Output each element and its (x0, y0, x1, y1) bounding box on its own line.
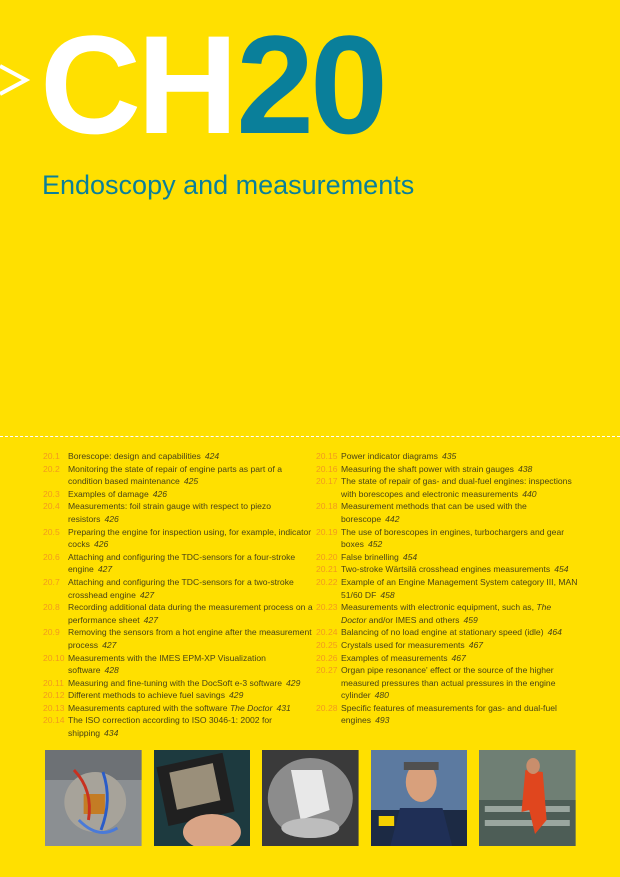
toc-page-number: 428 (104, 665, 119, 676)
toc-number: 20.10 (43, 652, 65, 663)
toc-title: Preparing the engine for inspection using, for example, indicator cocks (68, 526, 312, 550)
toc-page-number: 434 (104, 728, 119, 739)
toc-entry (43, 601, 313, 626)
toc-page-number: 425 (183, 476, 199, 487)
toc-number: 20.7 (43, 576, 60, 587)
divider (0, 436, 620, 437)
toc-title: Recording additional data during the measurement process on a performance sheet (68, 602, 313, 625)
toc-number: 20.3 (43, 488, 60, 499)
toc-page-number: 493 (375, 715, 390, 726)
toc-body (341, 639, 578, 652)
toc-page-number: 452 (367, 539, 383, 550)
toc-body (68, 652, 313, 677)
toc-body (341, 450, 578, 463)
toc-number: 20.6 (43, 551, 60, 562)
toc-body (341, 601, 578, 626)
toc-title-continued: and/or IMES and others (368, 614, 460, 625)
toc-page-number: 438 (517, 463, 533, 474)
toc-number: 20.11 (43, 677, 64, 688)
toc-body (341, 500, 578, 525)
toc-entry (43, 714, 313, 739)
toc-body (341, 626, 578, 639)
toc-entry (43, 463, 313, 488)
toc-entry (43, 626, 313, 651)
toc-body (68, 626, 313, 651)
toc-entry (43, 689, 313, 702)
toc-body (341, 576, 578, 601)
photo-engine-room-worker (479, 750, 576, 846)
toc-title: Power indicator diagrams (341, 451, 438, 461)
toc-title: False brinelling (341, 551, 399, 562)
toc-body (341, 702, 578, 727)
toc-entry (316, 463, 578, 476)
toc-page-number: 426 (104, 513, 119, 524)
toc-number: 20.16 (316, 463, 338, 474)
toc-entry (43, 488, 313, 501)
toc-number: 20.17 (316, 476, 338, 487)
chapter-number: 20 (236, 6, 384, 163)
toc-body (68, 463, 313, 488)
photo-engineer-measuring (371, 750, 468, 846)
chapter-letters: CH (40, 6, 235, 163)
toc-title: Different methods to achieve fuel savings (68, 690, 226, 701)
toc-body (68, 702, 313, 715)
photo-turbocharger-inside (262, 750, 359, 846)
toc-entry (316, 563, 578, 576)
toc-body (68, 601, 313, 626)
toc-page-number: 440 (522, 488, 537, 499)
toc-title: Measurements with electronic equipment, such as, (341, 602, 534, 613)
toc-body (68, 551, 313, 576)
chapter-heading (40, 6, 384, 163)
toc-body (68, 714, 313, 739)
toc-title-italic: The Doctor (341, 602, 552, 625)
toc-number: 20.12 (43, 690, 65, 701)
toc-title: Borescope: design and capabilities (68, 451, 201, 461)
toc-page-number: 424 (204, 451, 220, 461)
toc-page-number: 431 (276, 702, 291, 713)
toc-number: 20.28 (316, 702, 338, 713)
toc-body (341, 526, 578, 551)
toc-entry (43, 702, 313, 715)
toc-entry (316, 664, 578, 702)
toc-page-number: 442 (385, 513, 400, 524)
toc-number: 20.23 (316, 602, 338, 613)
toc-title: Examples of measurements (341, 652, 448, 663)
toc-entry (316, 652, 578, 665)
toc-title: The state of repair of gas- and dual-fuel engines: inspections with borescopes and electronic measurements (341, 476, 572, 499)
toc-page-number: 467 (451, 652, 466, 663)
toc-entry (316, 702, 578, 727)
toc-number: 20.26 (316, 652, 338, 663)
toc-entry (316, 626, 578, 639)
toc-page-number: 427 (139, 589, 155, 600)
toc-body (341, 551, 578, 564)
toc-title: Monitoring the state of repair of engine parts as part of a condition based maintenance (68, 463, 283, 487)
toc-title: Two-stroke Wärtsilä crosshead engines measurements (341, 564, 551, 575)
toc-entry (43, 450, 313, 463)
toc-number: 20.13 (43, 702, 65, 713)
photo-handheld-device (154, 750, 251, 846)
toc-title-italic: The Doctor (229, 702, 273, 713)
toc-page-number: 426 (152, 488, 168, 499)
toc-page-number: 458 (380, 589, 395, 600)
toc-body (341, 475, 578, 500)
toc-body (68, 500, 313, 525)
toc-title: The ISO correction according to ISO 3046-1: 2002 for shipping (68, 715, 272, 739)
toc-title: Measuring the shaft power with strain gauges (341, 463, 514, 474)
toc-number: 20.27 (316, 665, 338, 676)
toc-entry (43, 652, 313, 677)
toc-title: Measurements captured with the software (68, 702, 228, 713)
toc-body (341, 563, 578, 576)
toc-entry (43, 677, 313, 690)
toc-title: Measuring and fine-tuning with the DocSoft e-3 software (68, 677, 283, 688)
toc-entry (316, 500, 578, 525)
toc-number: 20.18 (316, 501, 338, 512)
toc-title: Measurements: foil strain gauge with respect to piezo resistors (68, 501, 272, 524)
toc-title: Balancing of no load engine at stationary speed (idle) (341, 627, 544, 638)
toc-body (68, 689, 313, 702)
toc-title: Examples of damage (68, 488, 149, 499)
toc-entry (316, 601, 578, 626)
toc-title: Removing the sensors from a hot engine after the measurement process (68, 627, 312, 650)
toc-number: 20.4 (43, 501, 60, 512)
toc-title: Example of an Engine Management System category III, MAN 51/60 DF (341, 576, 578, 600)
toc-entry (43, 576, 313, 601)
toc-page-number: 426 (93, 539, 109, 550)
toc-body (341, 463, 578, 476)
chapter-title: Endoscopy and measurements (42, 170, 415, 200)
toc-right-column (316, 450, 578, 727)
chevron-right-icon (0, 62, 36, 98)
toc-entry (43, 551, 313, 576)
toc-page-number: 459 (463, 614, 478, 625)
toc-title: Crystals used for measurements (341, 639, 465, 650)
toc-entry (316, 450, 578, 463)
toc-left-column (43, 450, 313, 740)
toc-entry (316, 639, 578, 652)
toc-number: 20.1 (43, 451, 60, 461)
toc-body (341, 664, 578, 702)
toc-number: 20.8 (43, 602, 60, 613)
toc-entry (316, 475, 578, 500)
toc-number: 20.21 (316, 564, 338, 575)
toc-number: 20.20 (316, 551, 338, 562)
toc-title: Attaching and configuring the TDC-sensors for a four-stroke engine (68, 551, 296, 575)
toc-number: 20.19 (316, 526, 338, 537)
toc-number: 20.22 (316, 576, 338, 587)
toc-entry (43, 526, 313, 551)
toc-page-number: 435 (441, 451, 457, 461)
toc-page-number: 480 (374, 690, 389, 701)
toc-title: Organ pipe resonance' effect or the source of the higher measured pressures than actual pressures in the engine cylinder (341, 665, 556, 701)
toc-body (68, 677, 313, 690)
toc-body (68, 526, 313, 551)
toc-page-number: 454 (554, 564, 569, 575)
toc-entry (316, 526, 578, 551)
toc-title: Measurements with the IMES EPM-XP Visualization software (68, 652, 266, 676)
toc-title: Attaching and configuring the TDC-sensors for a two-stroke crosshead engine (68, 576, 294, 600)
toc-number: 20.14 (43, 715, 65, 726)
toc-page-number: 454 (402, 551, 418, 562)
toc-entry (316, 576, 578, 601)
toc-title: The use of borescopes in engines, turbochargers and gear boxes (341, 526, 565, 550)
toc-number: 20.15 (316, 451, 338, 461)
toc-page-number: 427 (97, 564, 113, 575)
toc-body (68, 576, 313, 601)
toc-page-number: 467 (468, 639, 484, 650)
toc-body (341, 652, 578, 665)
photo-strip (45, 750, 576, 846)
toc-number: 20.24 (316, 627, 338, 638)
toc-page-number: 429 (286, 677, 301, 688)
toc-entry (43, 500, 313, 525)
toc-title: Specific features of measurements for gas- and dual-fuel engines (341, 702, 557, 726)
toc-page-number: 429 (229, 690, 244, 701)
toc-page-number: 427 (102, 639, 117, 650)
toc-number: 20.2 (43, 463, 60, 474)
toc-number: 20.5 (43, 526, 60, 537)
toc-number: 20.9 (43, 627, 60, 638)
photo-borescope-part (45, 750, 142, 846)
toc-page-number: 464 (547, 627, 562, 638)
toc-body (68, 450, 313, 463)
toc-title: Measurement methods that can be used with the borescope (341, 501, 527, 524)
toc-page-number: 427 (143, 614, 158, 625)
toc-number: 20.25 (316, 639, 338, 650)
toc-body (68, 488, 313, 501)
toc-entry (316, 551, 578, 564)
